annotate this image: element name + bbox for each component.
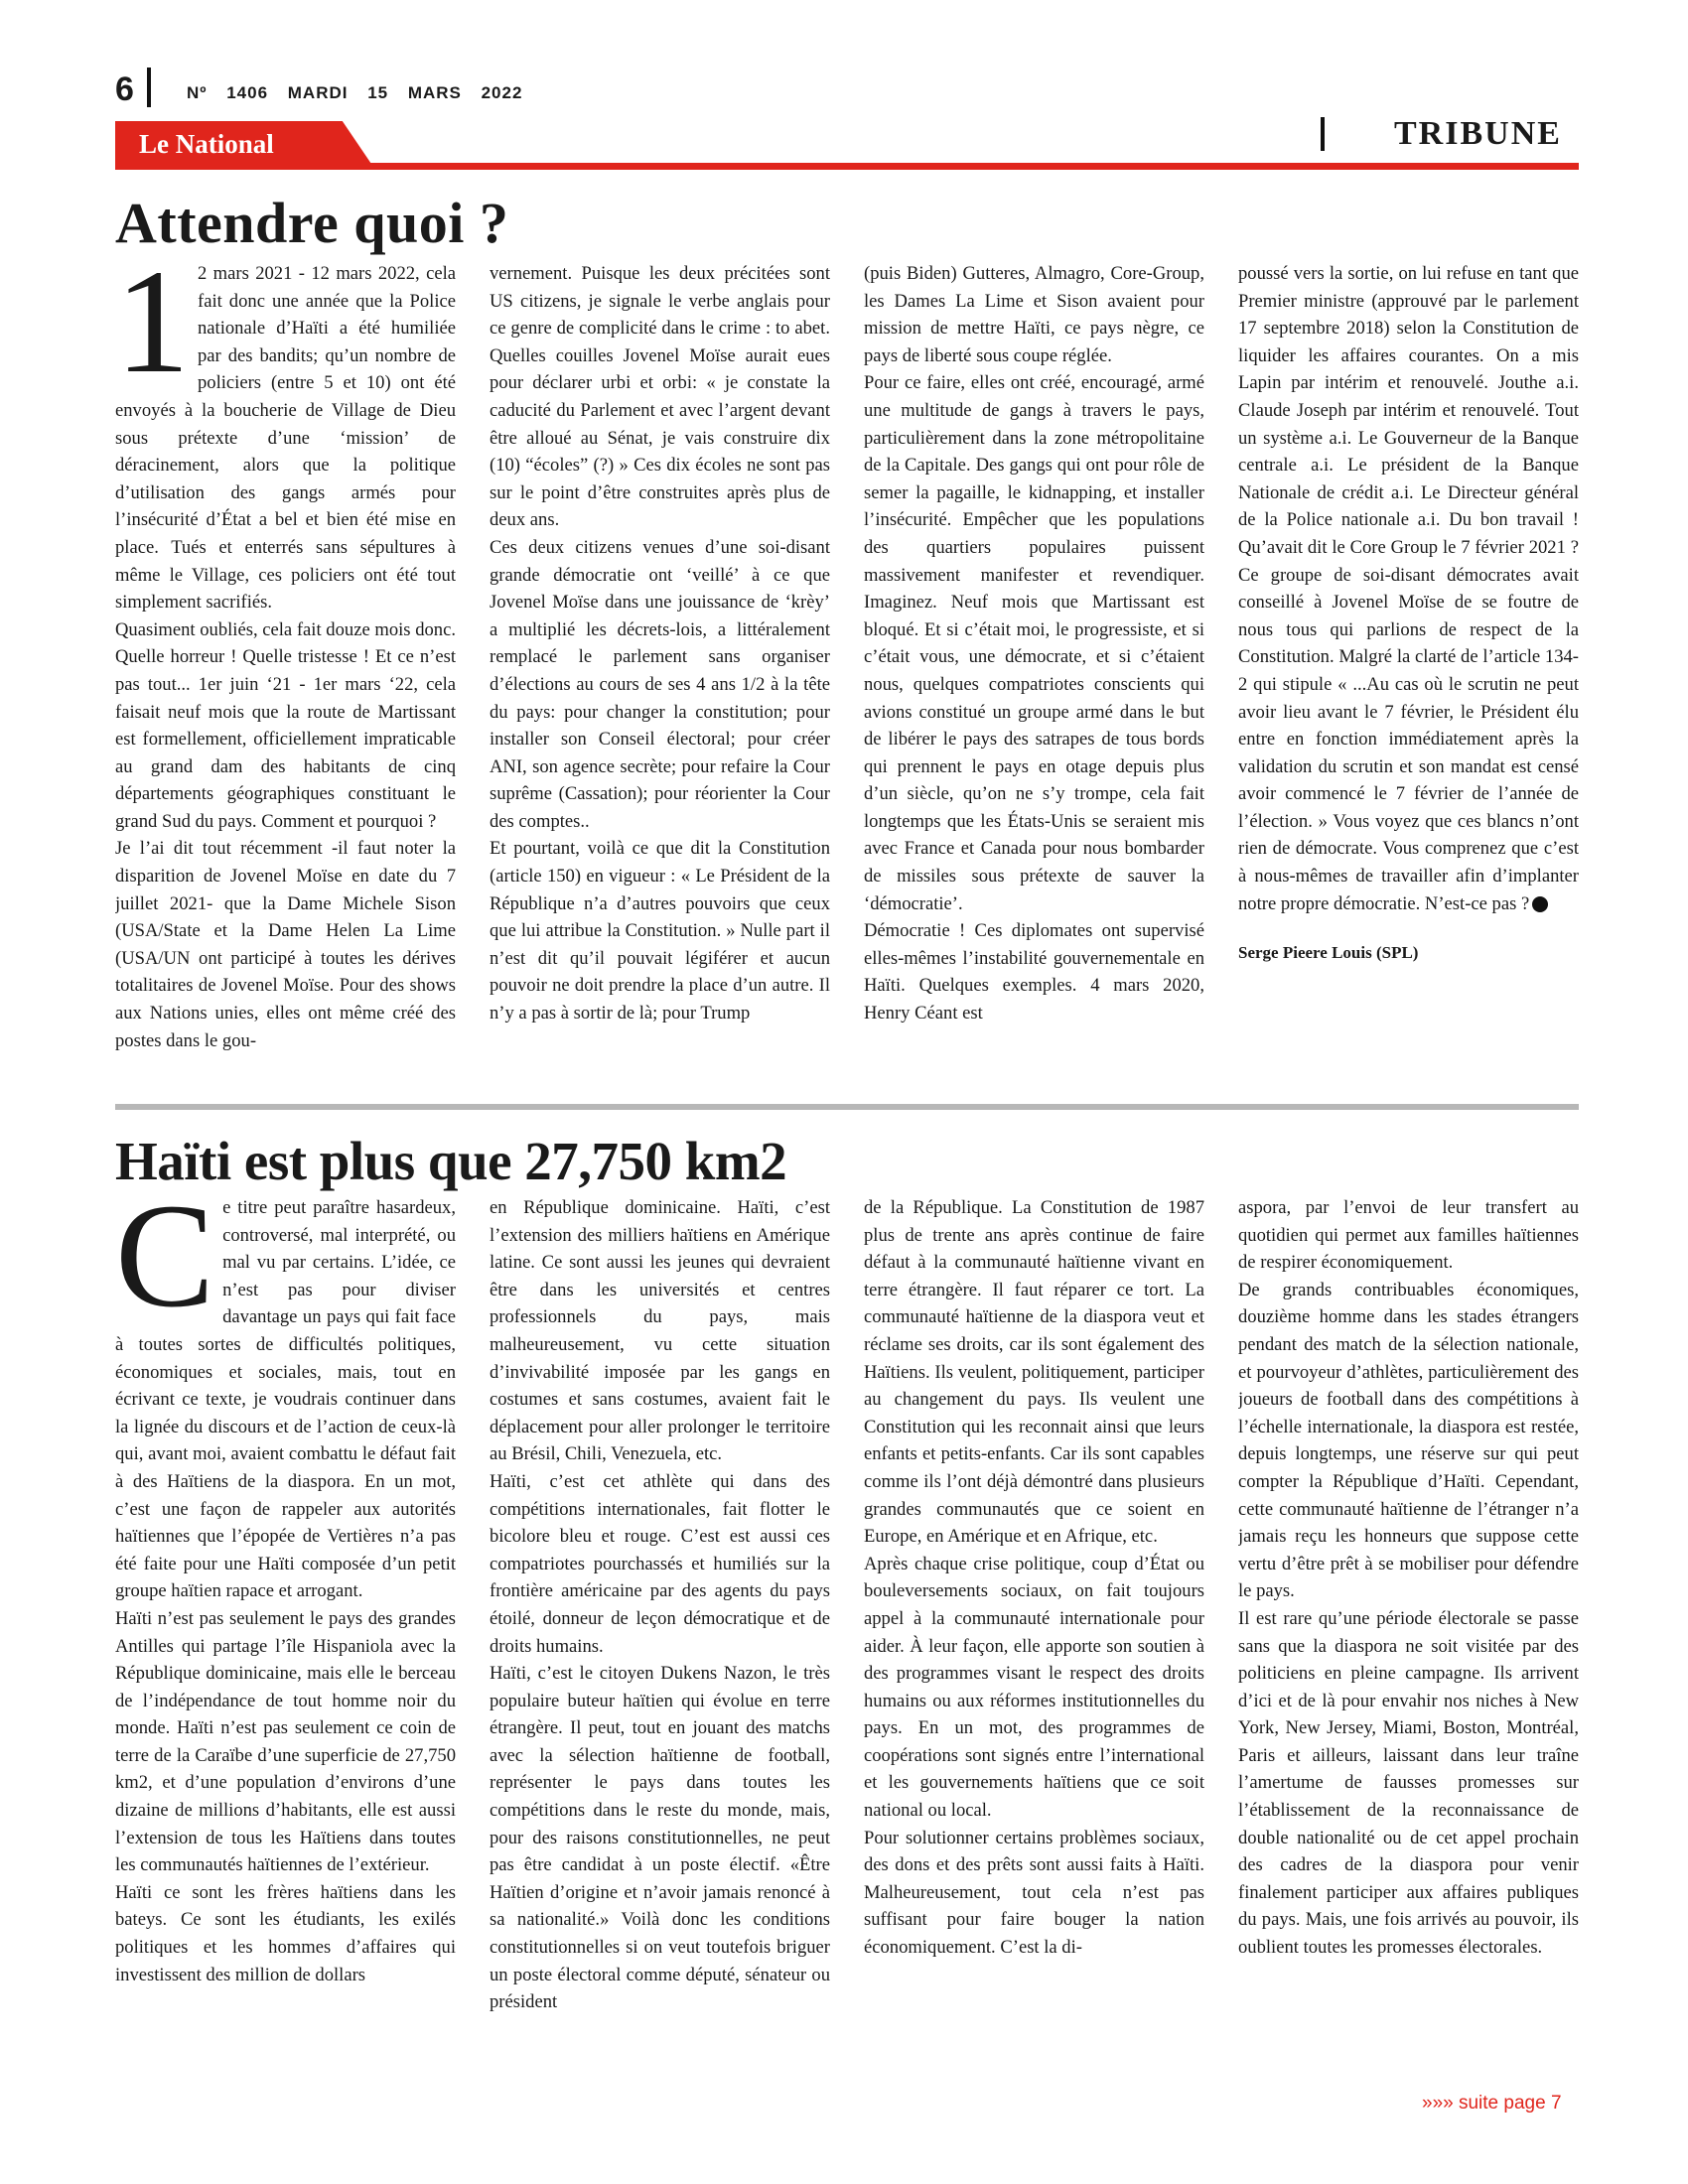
rubric-separator <box>1321 117 1325 151</box>
paragraph: Je l’ai dit tout récemment -il faut noter la disparition de Jovenel Moïse en date du 7 juillet 2021- que la Dame Michele Sison (USA/State et la Dame Helen La Lime (USA/UN ont participé à toutes les dérives totalitaires de Jovenel Moïse. Pour des shows aux Nations unies, elles ont même créé des postes dans le gou- <box>115 838 456 1051</box>
paragraph: Haïti ce sont les frères haïtiens dans les bateys. Ce sont les étudiants, les exilés politiques et les hommes d’affaires qui investissent des million de dollars <box>115 1881 456 1985</box>
brand-logo: Le National <box>139 129 274 159</box>
paragraph: vernement. Puisque les deux précitées sont US citizens, je signale le verbe anglais pour ce genre de complicité dans le crime : to abet. Quelles couilles Jovenel Moïse aurait eues pour déclarer urbi et orbi: « je constate la caducité du Parlement et avec l’argent devant être alloué au Sénat, je vais construire dix (10) “écoles” (?) » Ces dix écoles ne sont pas sur le point d’être construites après plus de deux ans. <box>490 263 830 531</box>
article-column <box>115 1194 456 2048</box>
paragraph: 2 mars 2021 - 12 mars 2022, cela fait donc une année que la Police nationale d’Haïti a été humiliée par des bandits; qu’un nombre de policiers (entre 5 et 10) ont été envoyés à la boucherie de Village de Dieu sous prétexte d’une ‘mission’ de déracinement, alors que la politique d’utilisation des gangs armés pour l’insécurité d’État a bel et bien été mise en place. Tués et enterrés sans sépultures à même le Village, ces policiers ont été tout simplement sacrifiés. <box>115 263 456 614</box>
drop-cap: C <box>115 1194 215 1338</box>
paragraph: e titre peut paraître hasardeux, controversé, mal interprété, ou mal vu par certains. L’idée, ce n’est pas pour diviser davantage un pays qui fait face à toutes sortes de difficultés politiques, économiques et sociales, mais, tout en écrivant ce texte, je voudrais continuer dans la lignée du discours et de l’action de ceux-là qui, avant moi, avaient combattu le défaut fait à des Haïtiens de la diaspora. En un mot, c’est une façon de rappeler aux autorités haïtiennes que l’épopée de Vertières n’a pas été faite pour une Haïti composée d’un petit groupe haïtien rapace et arrogant. <box>115 1197 456 1602</box>
paragraph: en République dominicaine. Haïti, c’est l’extension des milliers haïtiens en Amérique latine. Ce sont aussi les jeunes qui devraient être dans les universités et centres professionnels du pays, mais malheureusement, vu cette situation d’invivabilité imposée par les gangs en costumes et sans costumes, avaient fait le déplacement pour aller prolonger le territoire au Brésil, Chili, Venezuela, etc. <box>490 1197 830 1465</box>
continued-link[interactable]: »»» suite page 7 <box>1422 2093 1562 2114</box>
paragraph: Haïti n’est pas seulement le pays des grandes Antilles qui partage l’île Hispaniola avec la République dominicaine, mais elle le berceau de l’indépendance de tout homme noir du monde. Haïti n’est pas seulement ce coin de terre de la Caraïbe d’une superficie de 27,750 km2, et d’une population d’environs d’une dizaine de millions d’habitants, elle est aussi l’extension de tous les Haïtiens dans toutes les communautés haïtiennes de l’extérieur. <box>115 1607 456 1876</box>
article-column <box>490 1194 830 2048</box>
paragraph: Démocratie ! Ces diplomates ont supervisé elles-mêmes l’instabilité gouvernementale en Haïti. Quelques exemples. 4 mars 2020, Henry Céant est <box>864 920 1204 1024</box>
article-body <box>115 260 1579 1074</box>
paragraph: Il est rare qu’une période électorale se passe sans que la diaspora ne soit visitée par des politiciens en pleine campagne. Ils arrivent d’ici et de là pour envahir nos niches à New York, New Jersey, Miami, Boston, Montréal, Paris et ailleurs, laissant dans leur traîne l’amertume de fausses promesses sur l’établissement de la reconnaissance de double nationalité ou de cet appel prochain des cadres de la diaspora pour venir finalement participer aux affaires publiques du pays. Mais, une fois arrivés au pouvoir, ils oublient toutes les promesses électorales. <box>1238 1607 1579 1959</box>
paragraph: Haïti, c’est cet athlète qui dans des compétitions internationales, fait flotter le bicolore bleu et rouge. C’est est aussi ces compatriotes pourchassés et humiliés sur la frontière américaine par des agents du pays étoilé, donneur de leçon démocratique et de droits humains. <box>490 1470 830 1657</box>
header-rule <box>115 163 1579 170</box>
article-column <box>490 260 830 1074</box>
end-of-article-icon <box>1532 896 1548 912</box>
page-number: 6 <box>115 70 134 108</box>
article-column <box>115 260 456 1074</box>
section-rubric: TRIBUNE <box>1394 115 1562 152</box>
article-column <box>1238 1194 1579 2048</box>
article-column <box>864 260 1204 1074</box>
paragraph <box>1238 260 1579 917</box>
paragraph: Après chaque crise politique, coup d’État ou bouleversements sociaux, on fait toujours appel à la communauté internationale pour aider. À leur façon, elle apporte son soutien à des programmes visant le respect des droits humains ou aux réformes institutionnelles du pays. En un mot, des programmes de coopérations sont signés entre l’international et les gouvernements haïtiens que ce soit national ou local. <box>864 1553 1204 1822</box>
article-divider <box>115 1104 1579 1110</box>
article-column <box>1238 260 1579 1074</box>
article-title: Attendre quoi ? <box>115 191 509 255</box>
paragraph: aspora, par l’envoi de leur transfert au quotidien qui permet aux familles haïtiennes de respirer économiquement. <box>1238 1197 1579 1274</box>
paragraph: Quasiment oubliés, cela fait douze mois donc. Quelle horreur ! Quelle tristesse ! Et ce n’est pas tout... 1er juin ‘21 - 1er mars ‘22, cela faisait neuf mois que la route de Martissant est formellement, officiellement impraticable au grand dam des habitants de cinq départements géographiques constituant le grand Sud du pays. Comment et pourquoi ? <box>115 618 456 832</box>
drop-cap: 1 <box>115 260 190 404</box>
issue-info: Nº 1406 MARDI 15 MARS 2022 <box>187 83 523 102</box>
paragraph: Pour ce faire, elles ont créé, encouragé, armé une multitude de gangs à travers le pays, particulièrement dans la zone métropolitaine de la Capitale. Des gangs qui ont pour rôle de semer la pagaille, le kidnapping, et installer l’insécurité. Empêcher que les populations des quartiers populaires puissent massivement manifester et revendiquer. Imaginez. Neuf mois que Martissant est bloqué. Et si c’était moi, le progressiste, et si c’était vous, une démocrate, et si c’étaient nous, quelques compatriotes conscients qui avions constitué un groupe armé dans le but de libérer le pays des satrapes de tous bords qui prennent le pays en otage depuis plus d’un siècle, qu’on ne s’y trompe, cela fait longtemps que les États-Unis se seraient mis avec France et Canada pour nous bombarder de missiles sous prétexte de sauver la ‘démocratie’. <box>864 372 1204 914</box>
paragraph: De grands contribuables économiques, douzième homme dans les stades étrangers pendant des match de la sélection nationale, et pourvoyeur d’athlètes, particulièrement des joueurs de football dans des compétitions à l’échelle internationale, la diaspora est restée, depuis longtemps, une réserve sur qui peut compter la République d’Haïti. Cependant, cette communauté haïtienne de l’étranger n’a jamais reçu les honneurs que suppose cette vertu d’être prêt à se mobiliser pour défendre le pays. <box>1238 1279 1579 1602</box>
paragraph: Haïti, c’est le citoyen Dukens Nazon, le très populaire buteur haïtien qui évolue en terre étrangère. Il peut, tout en jouant des matchs avec la sélection haïtienne de football, représenter le pays dans toutes les compétitions dans le reste du monde, mais, pour des raisons constitutionnelles, ne peut pas être candidat à un poste électif. «Être Haïtien d’origine et n’avoir jamais renoncé à sa nationalité.» Voilà donc les conditions constitutionnelles si on veut toutefois briguer un poste électoral comme député, sénateur ou président <box>490 1663 830 2013</box>
paragraph-text: poussé vers la sortie, on lui refuse en tant que Premier ministre (approuvé par le parlement 17 septembre 2018) selon la Constitution de liquider les affaires courantes. On a mis Lapin par intérim et renouvelé. Jouthe a.i. Claude Joseph par intérim et renouvelé. Tout un système a.i. Le Gouverneur de la Banque centrale a.i. Le président de la Banque Nationale de crédit a.i. Le Directeur général de la Police nationale a.i. Du bon travail ! Qu’avait dit le Core Group le 7 février 2021 ? Ce groupe de soi-disant démocrates avait conseillé à Jovenel Moïse de se foutre de nous tous qui parlions de respect de la Constitution. Malgré la clarté de l’article 134-2 qui stipule « ...Au cas où le scrutin ne peut avoir lieu avant le 7 février, le Président élu entre en fonction immédiatement après la validation du scrutin et son mandat est censé avoir commencé le 7 février de l’année de l’élection. » Vous voyez que ces blancs n’ont rien de démocrate. Vous comprenez que c’est à nous-mêmes de travailler afin d’implanter notre propre démocratie. N’est-ce pas ? <box>1238 263 1579 914</box>
paragraph: de la République. La Constitution de 1987 plus de trente ans après continue de faire défaut à la communauté haïtienne vivant en terre étrangère. Il faut réparer ce tort. La communauté haïtienne de la diaspora veut et réclame ses droits, car ils sont également des Haïtiens. Ils veulent, politiquement, participer au changement du pays. Ils veulent une Constitution qui les reconnait ainsi que leurs enfants et petits-enfants. Car ils sont capables comme ils l’ont déjà démontré dans plusieurs grandes communautés que ce soient en Europe, en Amérique et en Afrique, etc. <box>864 1197 1204 1548</box>
article-body <box>115 1194 1579 2048</box>
article-column <box>864 1194 1204 2048</box>
article-title: Haïti est plus que 27,750 km2 <box>115 1131 787 1191</box>
paragraph: Pour solutionner certains problèmes sociaux, des dons et des prêts sont aussi faits à Haïti. Malheureusement, tout cela n’est pas suffisant pour faire bouger la nation économiquement. C’est la di- <box>864 1827 1204 1959</box>
paragraph: Ces deux citizens venues d’une soi-disant grande démocratie ont ‘veillé’ à ce que Jovenel Moïse dans une jouissance de ‘krèy’ a multiplié les décrets-lois, a littéralement remplacé le parlement sans organiser d’élections au cours de ses 4 ans 1/2 à la tête du pays: pour changer la constitution; pour installer son Conseil électoral; pour créer ANI, son agence secrète; pour refaire la Cour suprême (Cassation); pour réorienter la Cour des comptes.. <box>490 536 830 832</box>
paragraph: (puis Biden) Gutteres, Almagro, Core-Group, les Dames La Lime et Sison avaient pour mission de mettre Haïti, ce pays nègre, ce pays de liberté sous coupe réglée. <box>864 263 1204 366</box>
paragraph: Et pourtant, voilà ce que dit la Constitution (article 150) en vigueur : « Le Président de la République n’a d’autres pouvoirs que ceux que lui attribue la Constitution. » Nulle part il n’est dit qu’il pouvait légiférer et aucun pouvoir ne doit prendre la place d’un autre. Il n’y a pas à sortir de là; pour Trump <box>490 838 830 1024</box>
author-signature: Serge Pieere Louis (SPL) <box>1238 943 1419 963</box>
page-number-separator <box>147 68 151 107</box>
